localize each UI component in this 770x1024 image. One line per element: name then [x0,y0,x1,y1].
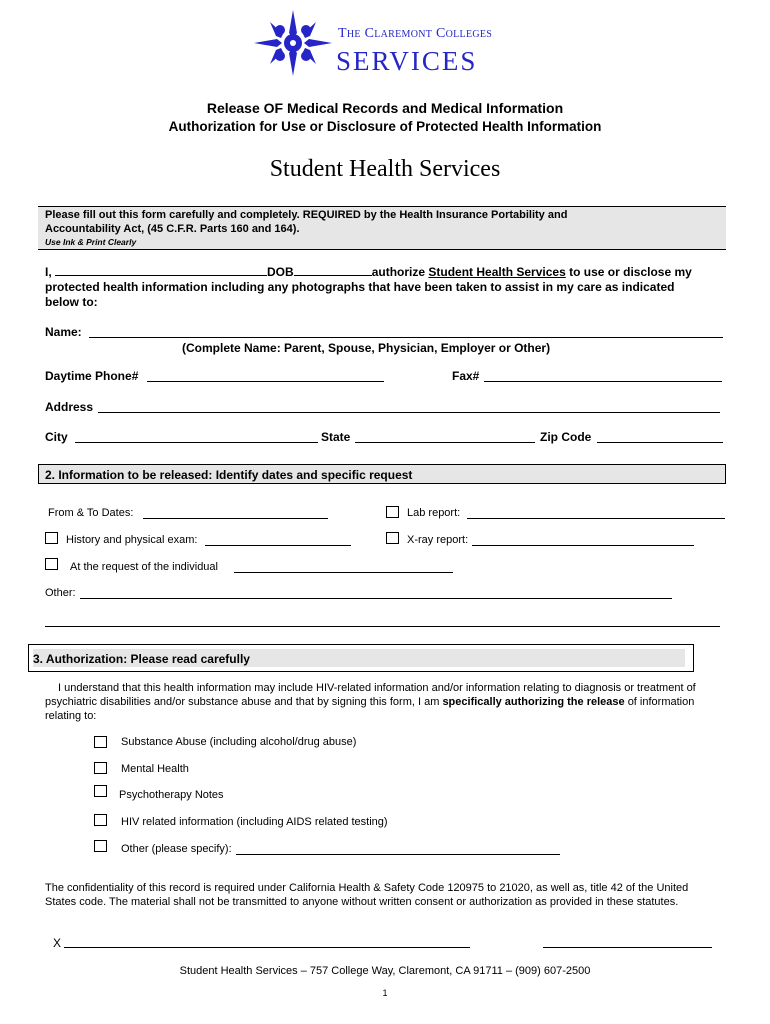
history-field[interactable] [205,545,351,546]
dates-field[interactable] [143,518,328,519]
form-subtitle: Authorization for Use or Disclosure of Protected Health Information [168,119,602,134]
auth-i-label: I, [45,265,52,279]
lab-report-label: Lab report: [407,507,461,519]
dob-field[interactable] [294,275,372,276]
auth-rest: to use or disclose my [569,265,692,279]
star-logo-icon [250,8,336,78]
mental-health-label: Mental Health [121,763,189,775]
other-specify-label: Other (please specify): [121,843,232,855]
history-checkbox[interactable] [45,532,58,544]
signature-field[interactable] [64,947,470,948]
hiv-label: HIV related information (including AIDS related testing) [121,816,388,828]
ink-note: Use Ink & Print Clearly [45,237,137,247]
dates-label: From & To Dates: [48,507,134,519]
recipient-name-field[interactable] [89,337,723,338]
authorization-paragraph-line-3: relating to: [45,710,97,722]
authorization-line-2: protected health information including any photographs that have been taken to assist in my care as indicated [45,280,675,294]
logo-text-top: The Claremont Colleges [338,26,493,41]
footer-address: Student Health Services – 757 College Way, Claremont, CA 91711 – (909) 607-2500 [179,965,591,977]
authorize-label: authorize [371,265,426,279]
individual-request-checkbox[interactable] [45,558,58,570]
page-number: 1 [382,988,388,998]
individual-request-label: At the request of the individual [70,561,218,573]
recipient-name-hint: (Complete Name: Parent, Spouse, Physician, Employer or Other) [182,341,551,355]
lab-report-field[interactable] [467,518,725,519]
phone-label: Daytime Phone# [45,369,139,383]
city-label: City [45,430,68,444]
department-title: Student Health Services [269,156,501,182]
other-label: Other: [45,587,76,599]
city-field[interactable] [75,442,318,443]
authorization-line-3: below to: [45,295,98,309]
para-c: of information [627,696,695,708]
para-b: psychiatric disabilities and/or substance abuse and that by signing this form, I am [45,696,440,708]
psychotherapy-label: Psychotherapy Notes [119,789,224,801]
logo [250,8,510,78]
section-3-title: 3. Authorization: Please read carefully [33,652,250,666]
authorization-paragraph-line-2 [45,696,694,708]
mental-health-checkbox[interactable] [94,762,107,774]
other-field[interactable] [80,598,672,599]
state-field[interactable] [355,442,535,443]
hiv-checkbox[interactable] [94,814,107,826]
signature-x: X [53,936,62,950]
individual-request-field[interactable] [234,572,453,573]
other-field-line-2[interactable] [45,626,720,627]
xray-label: X-ray report: [407,534,469,546]
para-bold: specifically authorizing the release [442,696,625,708]
lab-report-checkbox[interactable] [386,506,399,518]
other-specify-field[interactable] [236,854,560,855]
address-label: Address [45,400,94,414]
section-2-title: 2. Information to be released: Identify dates and specific request [45,468,413,482]
other-specify-checkbox[interactable] [94,840,107,852]
org-name: Student Health Services [428,265,566,279]
phone-field[interactable] [147,381,384,382]
confidentiality-line-2: States code. The material shall not be transmitted to anyone without written consent or authorization as provided in these statutes. [45,896,679,908]
fax-field[interactable] [484,381,722,382]
state-label: State [321,430,351,444]
fax-label: Fax# [452,369,480,383]
logo-text-services: SERVICES [336,46,478,76]
signature-date-field[interactable] [543,947,712,948]
xray-checkbox[interactable] [386,532,399,544]
authorization-line [45,265,692,279]
history-label: History and physical exam: [66,534,198,546]
form-title: Release OF Medical Records and Medical Information [206,100,564,116]
zip-label: Zip Code [540,430,592,444]
intro-line-2: Accountability Act, (45 C.F.R. Parts 160 and 164). [45,223,300,235]
xray-field[interactable] [472,545,694,546]
authorization-paragraph-line-1: I understand that this health information may include HIV-related information and/or information relating to diagnosis or treatment of [58,682,696,694]
address-field[interactable] [98,412,720,413]
dob-label: DOB [267,265,294,279]
recipient-name-label: Name: [45,325,82,339]
psychotherapy-checkbox[interactable] [94,785,107,797]
substance-abuse-label: Substance Abuse (including alcohol/drug abuse) [121,736,357,748]
patient-name-field[interactable] [55,275,267,276]
zip-field[interactable] [597,442,723,443]
substance-abuse-checkbox[interactable] [94,736,107,748]
confidentiality-line-1: The confidentiality of this record is required under California Health & Safety Code 120975 to 21020, as well as, title 42 of the United [45,882,689,894]
intro-line-1: Please fill out this form carefully and completely. REQUIRED by the Health Insurance Portability and [45,209,568,221]
